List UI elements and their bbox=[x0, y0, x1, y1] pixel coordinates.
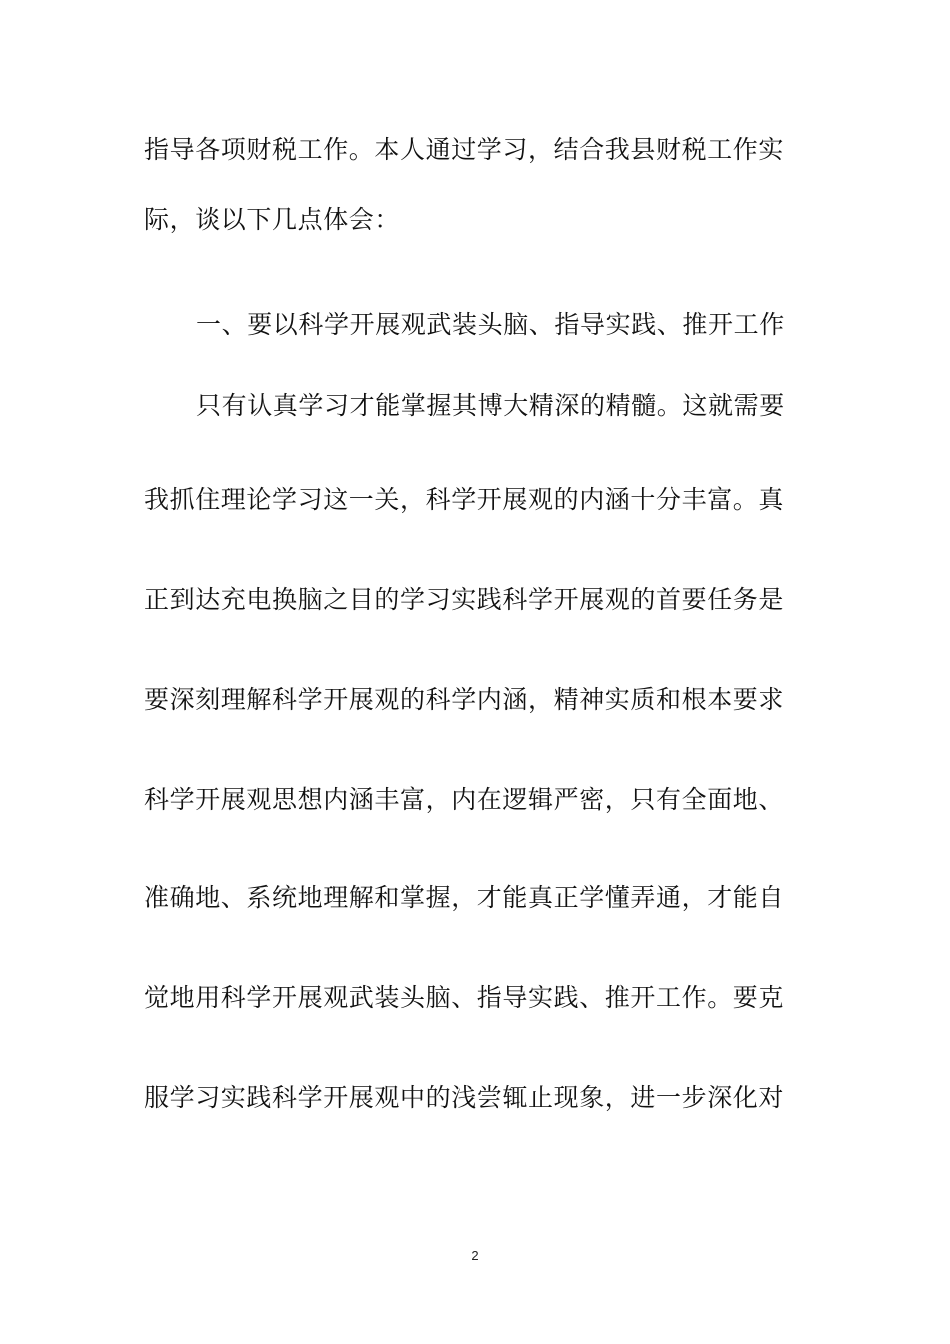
body-text-line: 科学开展观思想内涵丰富，内在逻辑严密，只有全面地、 bbox=[144, 785, 785, 814]
body-text-line: 只有认真学习才能掌握其博大精深的精髓。这就需要 bbox=[196, 391, 785, 420]
body-text-line: 准确地、系统地理解和掌握，才能真正学懂弄通，才能自 bbox=[144, 883, 785, 912]
body-text-line: 正到达充电换脑之目的学习实践科学开展观的首要任务是 bbox=[144, 585, 785, 614]
body-text-line: 要深刻理解科学开展观的科学内涵，精神实质和根本要求 bbox=[144, 685, 785, 714]
page-number: 2 bbox=[471, 1248, 479, 1263]
body-text-line: 我抓住理论学习这一关，科学开展观的内涵十分丰富。真 bbox=[144, 485, 785, 514]
body-text-line: 指导各项财税工作。本人通过学习，结合我县财税工作实 bbox=[144, 135, 785, 164]
section-heading: 一、要以科学开展观武装头脑、指导实践、推开工作 bbox=[196, 310, 785, 339]
body-text-line: 觉地用科学开展观武装头脑、指导实践、推开工作。要克 bbox=[144, 983, 785, 1012]
body-text-line: 服学习实践科学开展观中的浅尝辄止现象，进一步深化对 bbox=[144, 1083, 785, 1112]
body-text-line: 际，谈以下几点体会： bbox=[144, 205, 401, 234]
